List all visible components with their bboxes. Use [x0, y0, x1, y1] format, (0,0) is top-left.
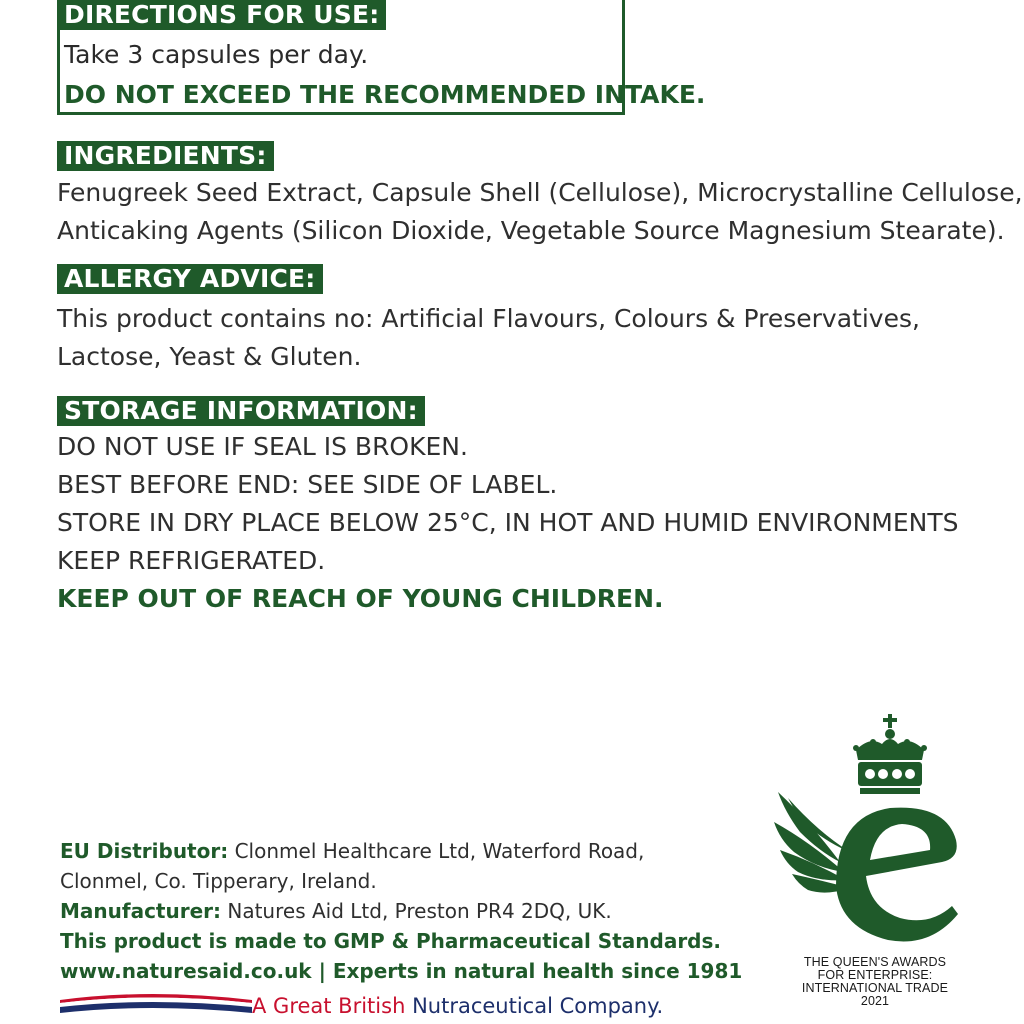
website-line: www.naturesaid.co.uk | Experts in natural health since 1981	[60, 959, 743, 983]
eu-distributor-label: EU Distributor:	[60, 839, 229, 863]
gmp-statement: This product is made to GMP & Pharmaceutical Standards.	[60, 929, 721, 953]
ingredients-line: Fenugreek Seed Extract, Capsule Shell (Cellulose), Microcrystalline Cellulose,	[57, 178, 1023, 207]
storage-text	[57, 428, 959, 618]
company-info	[60, 836, 742, 986]
directions-warning: DO NOT EXCEED THE RECOMMENDED INTAKE.	[64, 80, 706, 109]
directions-line: Take 3 capsules per day.	[64, 40, 369, 69]
award-caption-line: FOR ENTERPRISE:	[817, 968, 933, 982]
ingredients-line: Anticaking Agents (Silicon Dioxide, Vegetable Source Magnesium Stearate).	[57, 216, 1005, 245]
tagline-red-part: A Great British	[252, 994, 406, 1018]
manufacturer-value: Natures Aid Ltd, Preston PR4 2DQ, UK.	[227, 899, 612, 923]
award-caption-line: INTERNATIONAL TRADE	[801, 981, 949, 995]
tagline-blue-part: Nutraceutical Company.	[412, 994, 664, 1018]
eu-distributor-value: Clonmel Healthcare Ltd, Waterford Road,	[234, 839, 645, 863]
tagline-text	[252, 990, 663, 1022]
eu-distributor-address: Clonmel, Co. Tipperary, Ireland.	[60, 869, 377, 893]
award-caption	[770, 956, 980, 1008]
manufacturer-line	[60, 896, 742, 926]
storage-line: BEST BEFORE END: SEE SIDE OF LABEL.	[57, 470, 558, 499]
allergy-heading: ALLERGY ADVICE:	[57, 264, 323, 294]
manufacturer-label: Manufacturer:	[60, 899, 222, 923]
union-flag-swoosh-icon	[60, 990, 256, 1024]
storage-warning: KEEP OUT OF REACH OF YOUNG CHILDREN.	[57, 584, 664, 613]
tagline	[60, 990, 664, 1024]
ingredients-heading: INGREDIENTS:	[57, 141, 274, 171]
directions-heading: DIRECTIONS FOR USE:	[57, 0, 386, 30]
allergy-text	[57, 300, 920, 376]
ingredients-text	[57, 174, 1023, 250]
queens-award-emblem	[770, 712, 980, 1024]
allergy-line: Lactose, Yeast & Gluten.	[57, 342, 362, 371]
storage-heading: STORAGE INFORMATION:	[57, 396, 425, 426]
storage-line: STORE IN DRY PLACE BELOW 25°C, IN HOT AND HUMID ENVIRONMENTS	[57, 508, 959, 537]
crown-wing-e-icon	[770, 712, 980, 956]
award-caption-line: THE QUEEN'S AWARDS	[803, 955, 947, 969]
allergy-line: This product contains no: Artificial Flavours, Colours & Preservatives,	[57, 304, 920, 333]
eu-distributor-line	[60, 836, 742, 866]
storage-line: DO NOT USE IF SEAL IS BROKEN.	[57, 432, 468, 461]
storage-line: KEEP REFRIGERATED.	[57, 546, 326, 575]
award-caption-line: 2021	[860, 994, 890, 1008]
